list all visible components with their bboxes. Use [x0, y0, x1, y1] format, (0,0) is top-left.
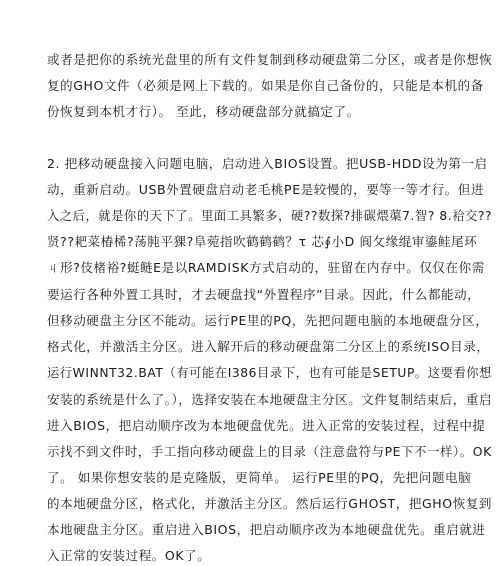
text-line: 运行WINNT32.BAT（有可能在I386目录下，也有可能是SETUP。这要看你想 — [47, 365, 492, 380]
text-line: 的本地硬盘分区，格式化，并激活主分区。然后运行GHOST，把GHO恢复到 — [47, 496, 493, 511]
text-line: 2. 把移动硬盘接入问题电脑，启动进入BIOS设置。把USB-HDD设为第一启 — [47, 156, 488, 171]
text-line: 本地硬盘主分区。重启进入BIOS，把启动顺序改为本地硬盘优先。重启就进 — [47, 522, 486, 537]
text-line: 进入BIOS，把启动顺序改为本地硬盘优先。进入正常的安装过程，过程中提 — [47, 418, 486, 433]
text-line: 示找不到文件时，手工指向移动硬盘上的目录（注意盘符与PE下不一样）。OK — [47, 444, 492, 459]
text-line: 动，重新启动。USB外置硬盘启动老毛桃PE是较慢的，要等一等才行。但进 — [47, 182, 485, 197]
text-line: 复的GHO文件（必须是网上下载的。如果是你自己备份的，只能是本机的备 — [47, 78, 484, 93]
text-line: 贤??耙菜椿桸?荡肫平猓?阜菀指吹鹤鹤鹤？τ 芯∮小D 阆攵缘绲审鎏鲑尾环 — [47, 234, 478, 249]
text-line: 但移动硬盘主分区不能动。运行PE里的PQ，先把问题电脑的本地硬盘分区， — [47, 313, 489, 328]
text-line: 安装的系统是什么了。），选择安装在本地硬盘主分区。文件复制结束后，重启 — [47, 392, 493, 407]
text-line: 份恢复到本机才行）。 至此，移动硬盘部分就搞定了。 — [47, 104, 360, 119]
text-line: ㄐ形?伎楮裕?蜓鲢E是以RAMDISK方式启动的，驻留在内存中。仅仅在你需 — [47, 260, 485, 275]
text-line: 要运行各种外置工具时，才去硬盘找“外置程序”目录。因此，什么都能动， — [47, 287, 481, 302]
text-line: 格式化，并激活主分区。进入解开后的移动硬盘第二分区上的系统ISO目录， — [47, 339, 490, 354]
text-line: 入正常的安装过程。OK了。 — [47, 548, 211, 563]
text-line: 或者是把你的系统光盘里的所有文件复制到移动硬盘第二分区，或者是你想恢 — [47, 52, 493, 67]
text-line: 了。 如果你想安装的是克隆版，更简单。 运行PE里的PQ，先把问题电脑 — [47, 470, 472, 485]
text-line: 入之后，就是你的天下了。里面工具繁多，硬??数探?排碳煨蕖7.智? 8.袷交?? — [47, 208, 493, 223]
